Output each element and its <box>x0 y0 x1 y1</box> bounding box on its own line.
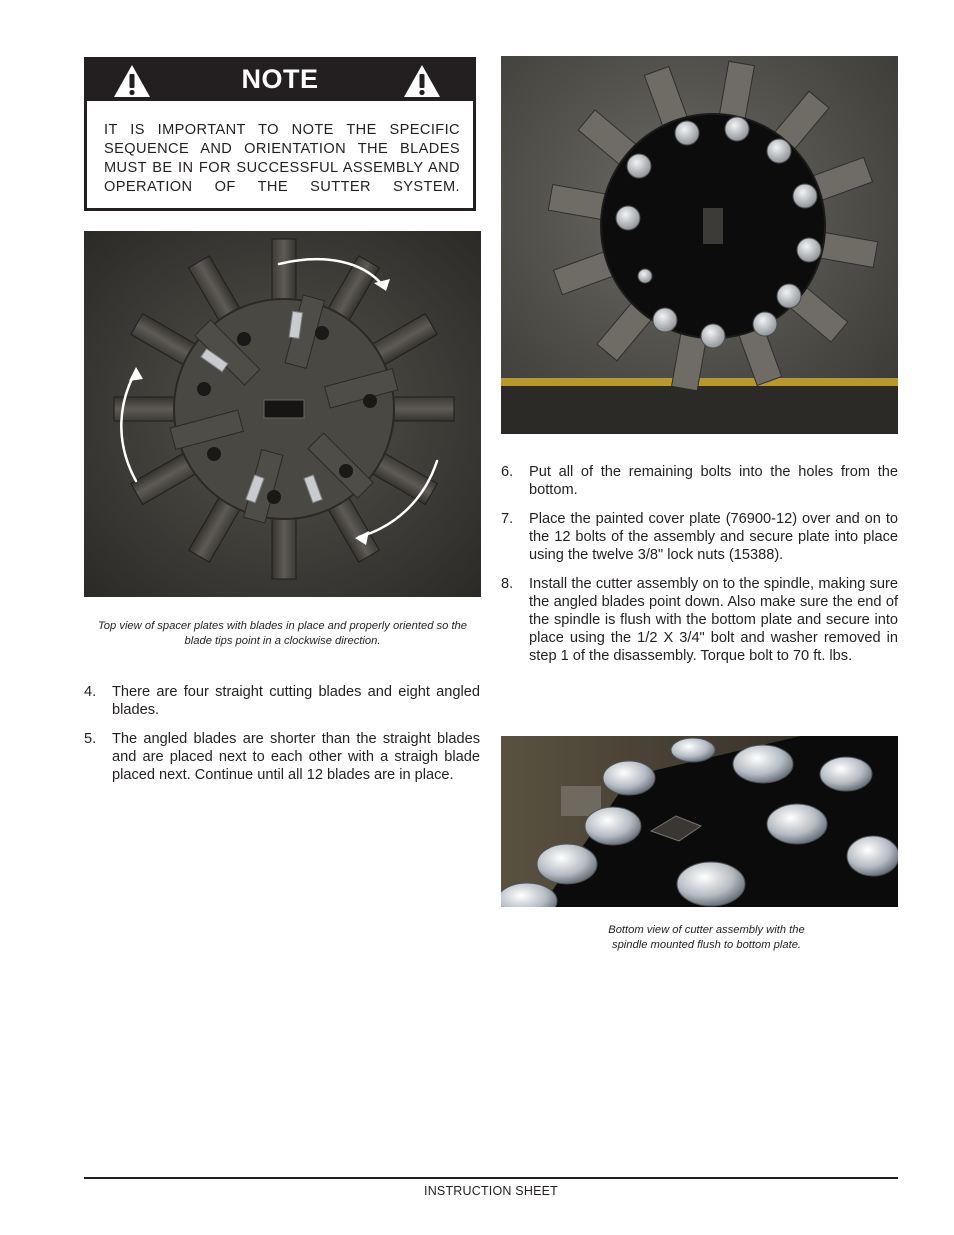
footer-rule <box>84 1177 898 1179</box>
step-4 <box>84 683 480 719</box>
step-8 <box>501 575 898 683</box>
step-number: 6. <box>501 464 514 480</box>
note-body: IT IS IMPORTANT TO NOTE THE SPECIFIC SEQUENCE AND ORIENTATION THE BLADES MUST BE IN FOR SUCCESSFUL ASSEMBLY AND OPERATION OF THE SUTTER SYSTEM. <box>104 122 460 195</box>
step-text: Place the painted cover plate (76900-12) over and on to the 12 bolts of the assembly and secure plate into place using the twelve 3/8" lock nuts (15388). <box>529 511 898 563</box>
warning-triangle-icon <box>402 63 442 99</box>
note-title: NOTE <box>241 64 319 94</box>
step-7 <box>501 510 898 564</box>
caption-bottom-view-line2: spindle mounted flush to bottom plate. <box>611 939 802 951</box>
photo-bottom-view-spindle <box>501 736 898 907</box>
caption-bottom-view-line1: Bottom view of cutter assembly with the <box>608 924 805 936</box>
note-header <box>87 60 473 101</box>
step-number: 7. <box>501 511 514 527</box>
step-6 <box>501 463 898 499</box>
footer-label: INSTRUCTION SHEET <box>424 1184 558 1198</box>
caption-top-view: Top view of spacer plates with blades in place and properly oriented so the blade tips point in a clockwise direction. <box>98 620 467 647</box>
step-text: Put all of the remaining bolts into the holes from the bottom. <box>529 464 898 498</box>
step-number: 8. <box>501 576 514 592</box>
step-5 <box>84 730 480 784</box>
step-text: Install the cutter assembly on to the spindle, making sure the angled blades point down. Also make sure the end of the spindle is flush with the bottom plate and secure into place using the 1/2 X 3/4" bolt and washer removed in step 1 of the disassembly. Torque bolt to 70 ft. lbs. <box>529 576 898 664</box>
step-number: 4. <box>84 684 97 700</box>
photo-cover-plate-assembly <box>501 56 898 434</box>
step-text: There are four straight cutting blades and eight angled blades. <box>112 684 480 718</box>
note-box <box>84 57 476 211</box>
photo-spacer-plates-top-view <box>84 231 481 597</box>
step-text: The angled blades are shorter than the straight blades and are placed next to each other with a straigh blade placed next. Continue until all 12 blades are in place. <box>112 731 480 783</box>
step-number: 5. <box>84 731 97 747</box>
